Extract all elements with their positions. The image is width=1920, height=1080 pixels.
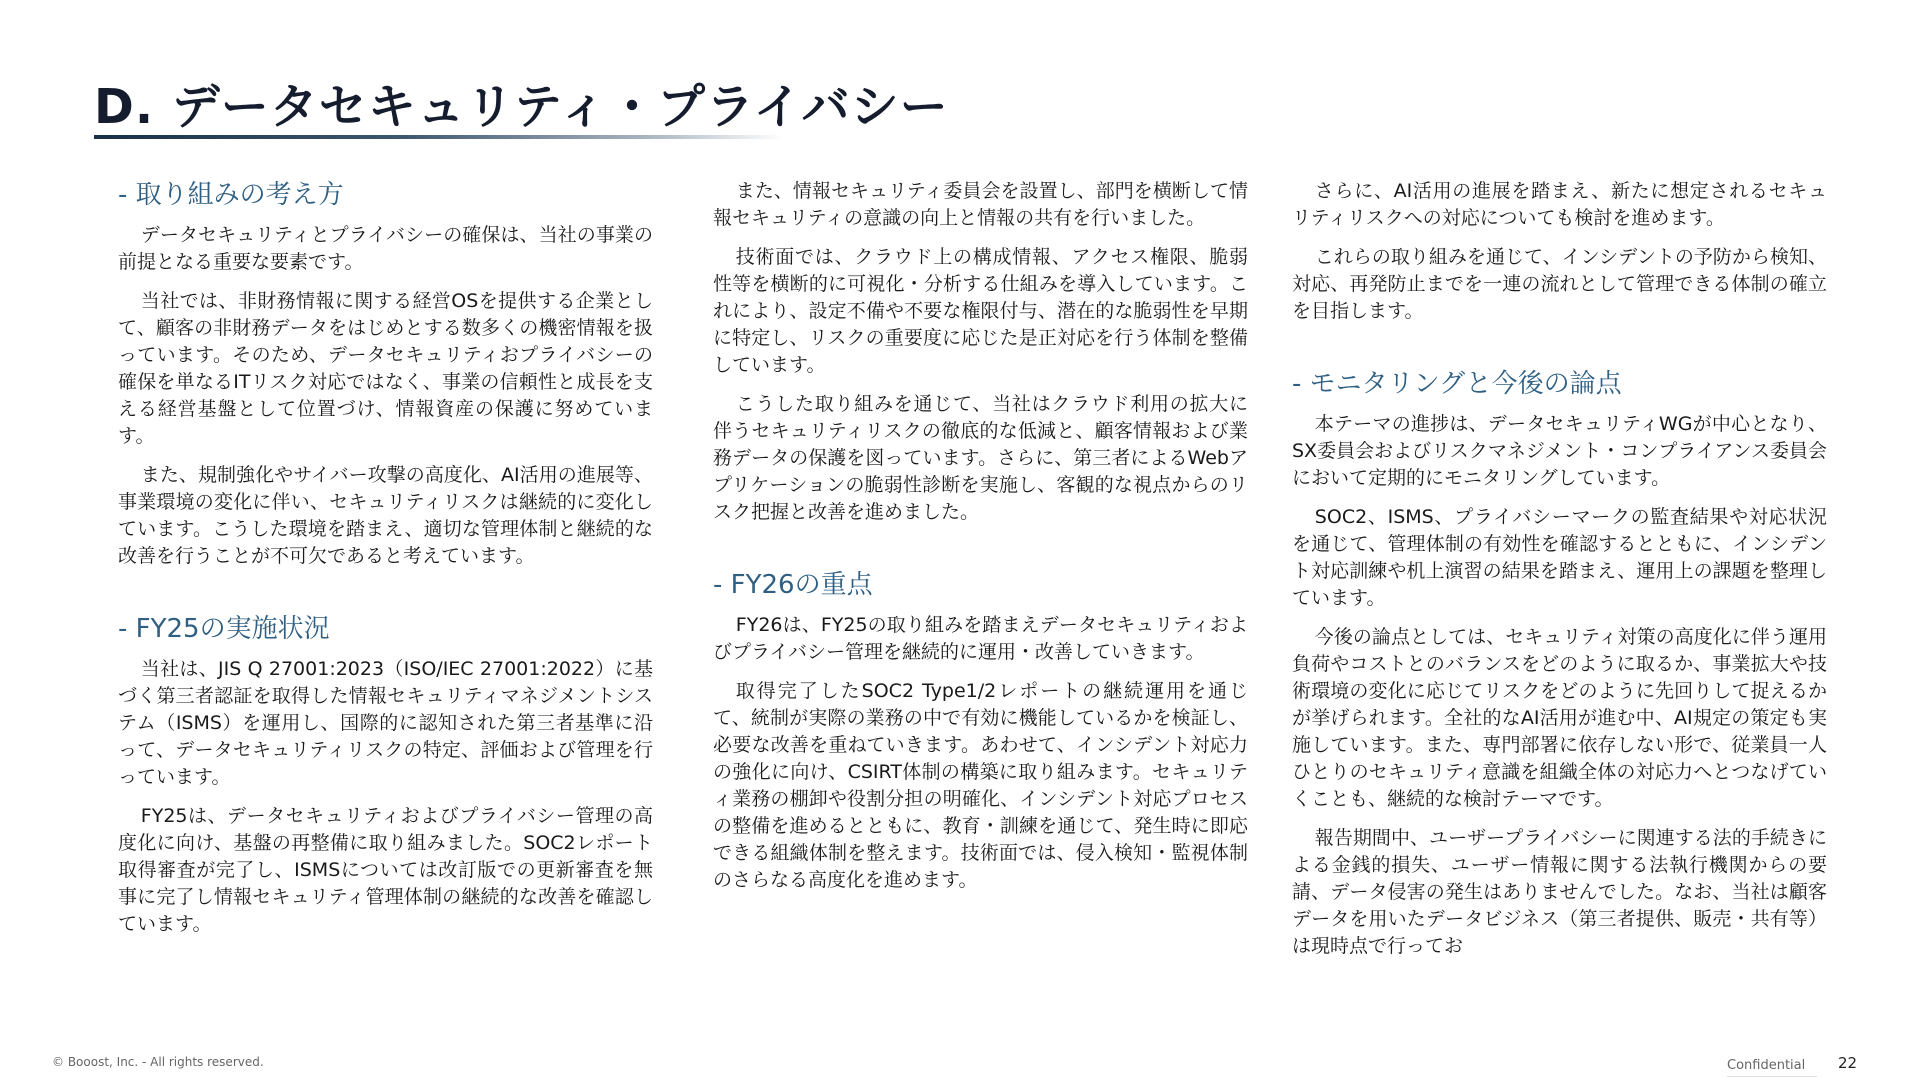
footer-confidential-label: Confidential (1727, 1058, 1806, 1073)
paragraph: また、規制強化やサイバー攻撃の高度化、AI活用の進展等、事業環境の変化に伴い、セキュリティリスクは継続的に変化しています。こうした環境を踏まえ、適切な管理体制と継続的な改善を行うことが不可欠であると考えています。 (118, 464, 653, 567)
paragraph: データセキュリティとプライバシーの確保は、当社の事業の前提となる重要な要素です。 (118, 224, 653, 273)
paragraph: 本テーマの進捗は、データセキュリティWGが中心となり、SX委員会およびリスクマネジメント・コンプライアンス委員会において定期的にモニタリングしています。 (1292, 413, 1827, 489)
column-right (1292, 178, 1827, 972)
section-heading-fy26-focus: - FY26の重点 (713, 570, 873, 600)
paragraph: SOC2、ISMS、プライバシーマークの監査結果や対応状況を通じて、管理体制の有効性を確認するとともに、インシデント対応訓練や机上演習の結果を踏まえ、運用上の課題を整理しています。 (1292, 506, 1827, 609)
paragraph: 今後の論点としては、セキュリティ対策の高度化に伴う運用負荷やコストとのバランスをどのように取るか、事業拡大や技術環境の変化に応じてリスクをどのように先回りして捉えるかが挙げられます。全社的なAI活用が進む中、AI規定の策定も実施しています。また、専門部署に依存しない形で、従業員一人ひとりのセキュリティ意識を組織全体の対応力へとつなげていくことも、継続的な検討テーマです。 (1292, 626, 1827, 810)
section-heading-approach: - 取り組みの考え方 (118, 180, 344, 210)
paragraph: 技術面では、クラウド上の構成情報、アクセス権限、脆弱性等を横断的に可視化・分析する仕組みを導入しています。これにより、設定不備や不要な権限付与、潜在的な脆弱性を早期に特定し、リスクの重要度に応じた是正対応を行う体制を整備しています。 (713, 246, 1248, 376)
paragraph: さらに、AI活用の進展を踏まえ、新たに想定されるセキュリティリスクへの対応についても検討を進めます。 (1292, 180, 1827, 229)
page-number: 22 (1838, 1054, 1858, 1072)
paragraph: 当社は、JIS Q 27001:2023（ISO/IEC 27001:2022）に基づく第三者認証を取得した情報セキュリティマネジメントシステム（ISMS）を運用し、国際的に認知された第三者基準に沿って、データセキュリティリスクの特定、評価および管理を行っています。 (118, 658, 653, 788)
paragraph: こうした取り組みを通じて、当社はクラウド利用の拡大に伴うセキュリティリスクの徹底的な低減と、顧客情報および業務データの保護を図っています。さらに、第三者によるWebアプリケーションの脆弱性診断を実施し、客観的な視点からのリスク把握と改善を進めました。 (713, 393, 1248, 523)
section-heading-fy25-status: - FY25の実施状況 (118, 614, 330, 644)
title-underline (94, 135, 784, 139)
paragraph: 当社では、非財務情報に関する経営OSを提供する企業として、顧客の非財務データをはじめとする数多くの機密情報を扱っています。そのため、データセキュリティおプライバシーの確保を単なるITリスク対応ではなく、事業の信頼性と成長を支える経営基盤として位置づけ、情報資産の保護に努めています。 (118, 290, 653, 447)
paragraph: FY25は、データセキュリティおよびプライバシー管理の高度化に向け、基盤の再整備に取り組みました。SOC2レポート取得審査が完了し、ISMSについては改訂版での更新審査を無事に完了し情報セキュリティ管理体制の継続的な改善を確認しています。 (118, 805, 653, 935)
column-middle (713, 178, 1248, 906)
paragraph: FY26は、FY25の取り組みを踏まえデータセキュリティおよびプライバシー管理を継続的に運用・改善していきます。 (713, 614, 1248, 663)
paragraph: これらの取り組みを通じて、インシデントの予防から検知、対応、再発防止までを一連の流れとして管理できる体制の確立を目指します。 (1292, 246, 1827, 322)
paragraph: 報告期間中、ユーザープライバシーに関連する法的手続きによる金銭的損失、ユーザー情報に関する法執行機関からの要請、データ侵害の発生はありませんでした。なお、当社は顧客データを用いたデータビジネス（第三者提供、販売・共有等）は現時点で行ってお (1292, 827, 1827, 957)
column-left (118, 178, 653, 950)
page-title: D. データセキュリティ・プライバシー (94, 79, 949, 135)
paragraph: また、情報セキュリティ委員会を設置し、部門を横断して情報セキュリティの意識の向上と情報の共有を行いました。 (713, 180, 1248, 229)
paragraph: 取得完了したSOC2 Type1/2レポートの継続運用を通じて、統制が実際の業務の中で有効に機能しているかを検証し、必要な改善を重ねていきます。あわせて、インシデント対応力の強化に向け、CSIRT体制の構築に取り組みます。セキュリティ業務の棚卸や役割分担の明確化、インシデント対応プロセスの整備を進めるとともに、教育・訓練を通じて、発生時に即応できる組織体制を整えます。技術面では、侵入検知・監視体制のさらなる高度化を進めます。 (713, 680, 1248, 891)
footer-copyright: © Booost, Inc. - All rights reserved. (52, 1055, 264, 1069)
section-heading-monitoring: - モニタリングと今後の論点 (1292, 369, 1622, 399)
